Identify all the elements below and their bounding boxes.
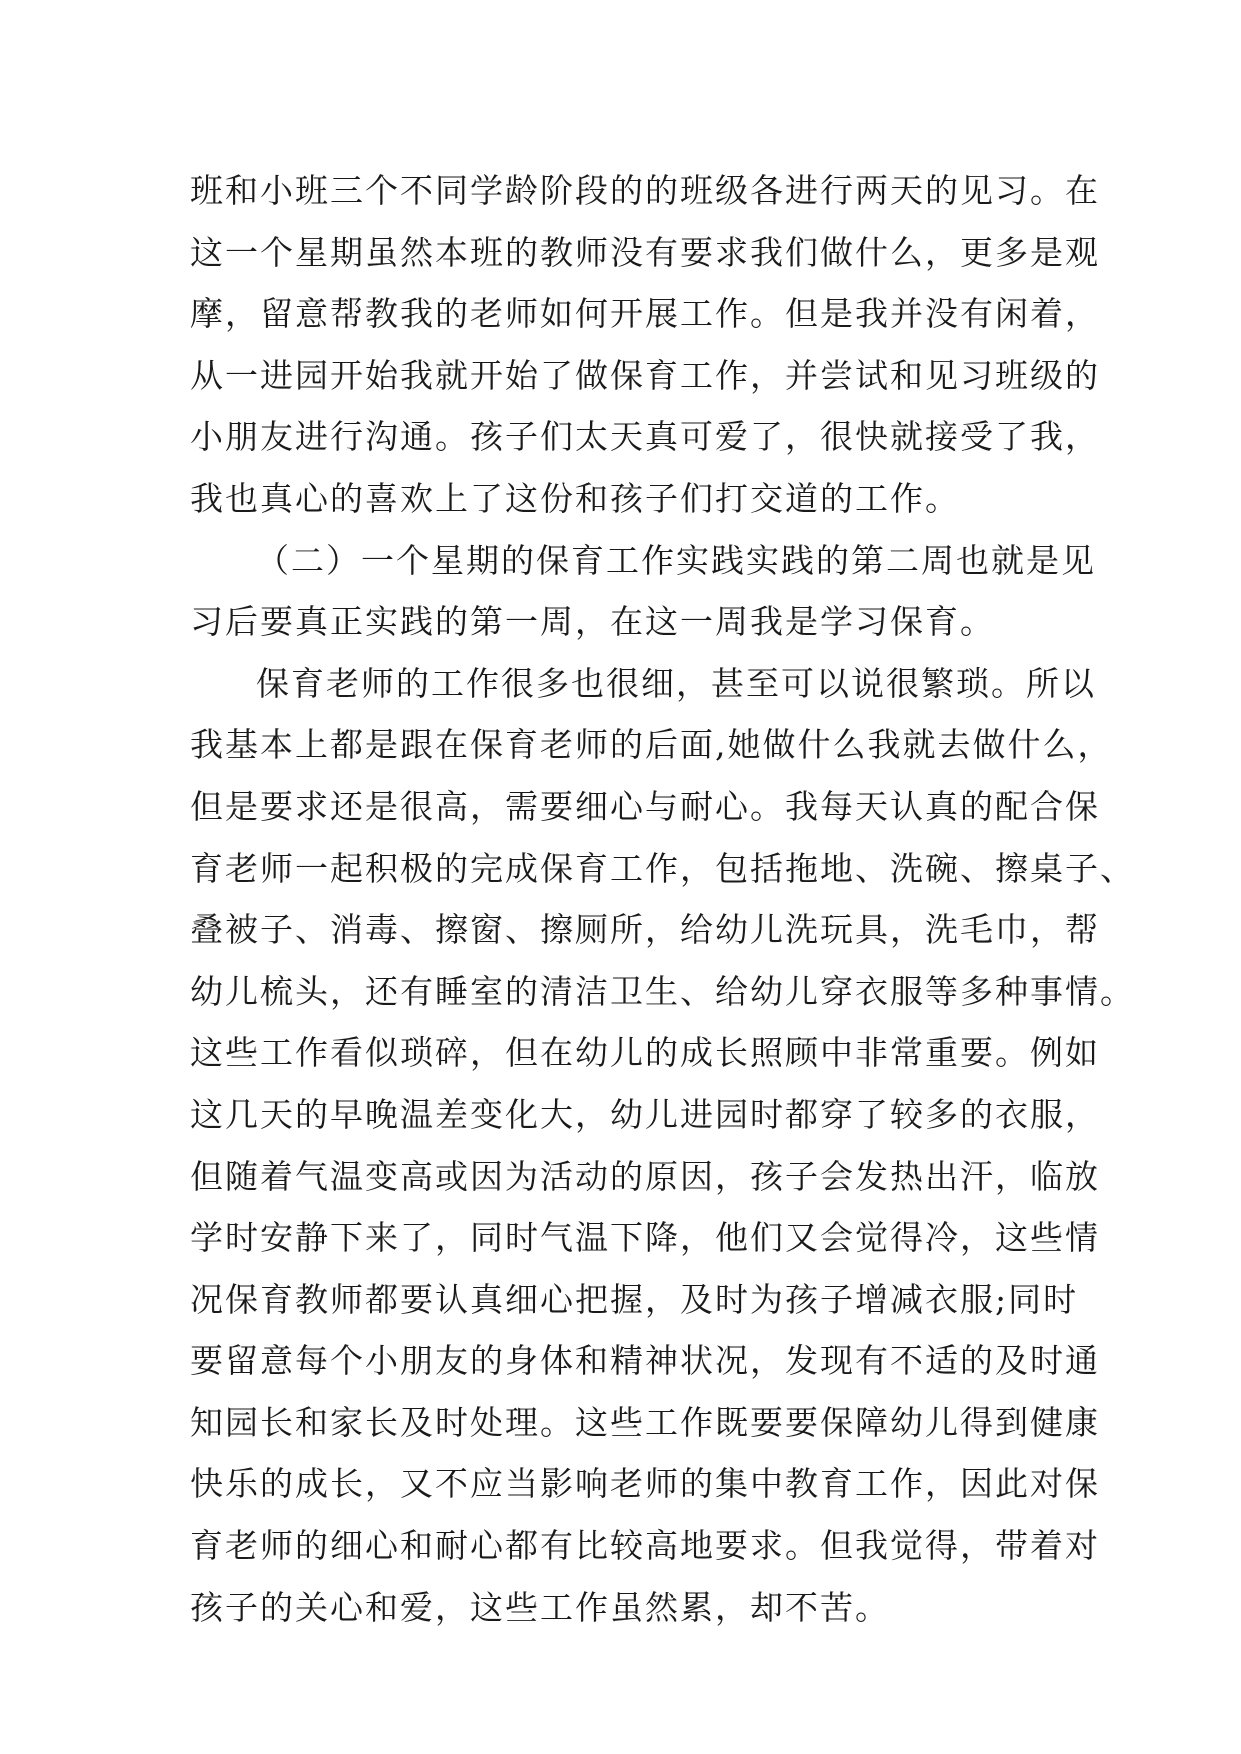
text-line: 知园长和家长及时处理。这些工作既要要保障幼儿得到健康 bbox=[190, 1402, 1100, 1442]
document-body bbox=[190, 160, 1135, 1638]
text-line: 但是要求还是很高，需要细心与耐心。我每天认真的配合保 bbox=[190, 786, 1100, 826]
text-line: 要留意每个小朋友的身体和精神状况，发现有不适的及时通 bbox=[190, 1341, 1100, 1381]
text-line: 学时安静下来了，同时气温下降，他们又会觉得冷，这些情 bbox=[190, 1218, 1100, 1258]
text-line: 习后要真正实践的第一周，在这一周我是学习保育。 bbox=[190, 602, 995, 642]
text-line: （二）一个星期的保育工作实践实践的第二周也就是见 bbox=[256, 540, 1096, 580]
text-line: 这几天的早晚温差变化大，幼儿进园时都穿了较多的衣服， bbox=[190, 1094, 1100, 1134]
text-line: 保育老师的工作很多也很细，甚至可以说很繁琐。所以 bbox=[256, 663, 1096, 703]
paragraph bbox=[190, 160, 1100, 530]
text-line: 班和小班三个不同学龄阶段的的班级各进行两天的见习。在 bbox=[190, 171, 1100, 210]
text-line: 小朋友进行沟通。孩子们太天真可爱了，很快就接受了我， bbox=[190, 417, 1100, 457]
text-line: 况保育教师都要认真细心把握，及时为孩子增减衣服;同时 bbox=[190, 1279, 1079, 1319]
text-line: 叠被子、消毒、擦窗、擦厕所，给幼儿洗玩具，洗毛巾，帮 bbox=[190, 910, 1100, 950]
paragraph bbox=[190, 530, 1096, 653]
paragraph bbox=[190, 653, 1135, 1639]
text-line: 育老师一起积极的完成保育工作，包括拖地、洗碗、擦桌子、 bbox=[190, 848, 1135, 888]
text-line: 育老师的细心和耐心都有比较高地要求。但我觉得，带着对 bbox=[190, 1526, 1100, 1566]
text-line: 摩，留意帮教我的老师如何开展工作。但是我并没有闲着， bbox=[190, 294, 1100, 334]
text-line: 我基本上都是跟在保育老师的后面,她做什么我就去做什么， bbox=[190, 725, 1113, 765]
text-line: 但随着气温变高或因为活动的原因，孩子会发热出汗，临放 bbox=[190, 1156, 1100, 1196]
text-line: 这一个星期虽然本班的教师没有要求我们做什么，更多是观 bbox=[190, 232, 1100, 272]
text-line: 快乐的成长，又不应当影响老师的集中教育工作，因此对保 bbox=[190, 1464, 1100, 1504]
text-line: 孩子的关心和爱，这些工作虽然累，却不苦。 bbox=[190, 1587, 890, 1627]
text-line: 从一进园开始我就开始了做保育工作，并尝试和见习班级的 bbox=[190, 355, 1100, 395]
text-line: 幼儿梳头，还有睡室的清洁卫生、给幼儿穿衣服等多种事情。 bbox=[190, 971, 1135, 1011]
text-line: 这些工作看似琐碎，但在幼儿的成长照顾中非常重要。例如 bbox=[190, 1033, 1100, 1073]
text-line: 我也真心的喜欢上了这份和孩子们打交道的工作。 bbox=[190, 478, 960, 518]
